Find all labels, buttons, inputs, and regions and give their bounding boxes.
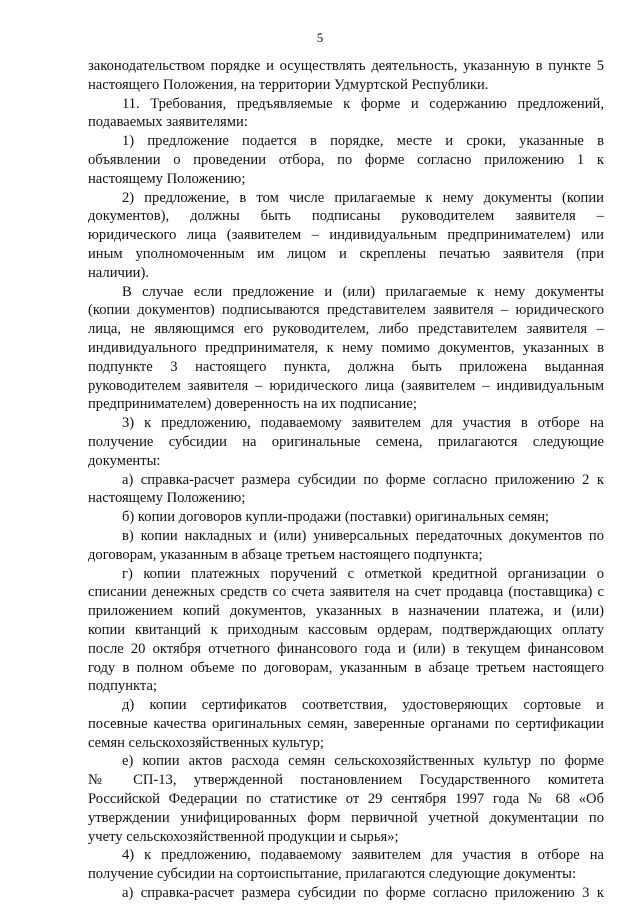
text-line: объявлении о проведении отбора, по форме согласно приложению 1 к <box>88 151 604 168</box>
text-line: году в полном объеме по договорам, указанным в абзаце третьем настоящего <box>88 659 604 676</box>
text-line: е) копии актов расхода семян сельскохозяйственных культур по форме <box>122 753 604 770</box>
text-line: (копии документов) подписываются представителем заявителя – юридического <box>88 302 604 319</box>
text-line: копии квитанций к приходным кассовым ордерам, подтверждающих оплату <box>88 621 604 638</box>
text-line: посевные качества оригинальных семян, заверенные органами по сертификации <box>88 715 604 732</box>
text-line: № СП-13, утвержденной постановлением Государственного комитета <box>88 772 604 789</box>
text-line: получение субсидии на сортоиспытание, прилагаются следующие документы: <box>88 866 577 883</box>
text-line: в) копии накладных и (или) универсальных передаточных документов по <box>122 527 604 544</box>
text-line: утверждении унифицированных форм первичной учетной документации по <box>88 809 604 826</box>
text-line: документы: <box>88 452 161 469</box>
text-line: 11. Требования, предъявляемые к форме и содержанию предложений, <box>122 95 604 112</box>
page-number: 5 <box>316 30 324 45</box>
text-line: г) копии платежных поручений с отметкой кредитной организации о <box>122 565 604 582</box>
text-line: б) копии договоров купли-продажи (поставки) оригинальных семян; <box>122 509 550 526</box>
text-line: индивидуального предпринимателя, к нему помимо документов, указанных в <box>88 339 604 356</box>
text-line: иным уполномоченным им лицом и скреплены печатью заявителя (при <box>88 245 604 262</box>
text-line: В случае если предложение и (или) прилагаемые к нему документы <box>122 283 604 300</box>
text-line: учету сельскохозяйственной продукции и сырья»; <box>88 828 399 845</box>
text-line: получение субсидии на оригинальные семена, прилагаются следующие <box>88 433 604 450</box>
text-line: а) справка-расчет размера субсидии по форме согласно приложению 3 к <box>122 885 604 902</box>
text-line: руководителем заявителя – юридического лица (заявителем – индивидуальным <box>88 377 604 394</box>
text-line: приложением копий документов, указанных в назначении платежа, и (или) <box>88 603 604 620</box>
text-line: 4) к предложению, подаваемому заявителем для участия в отборе на <box>122 847 604 864</box>
text-line: семян сельскохозяйственных культур; <box>88 734 324 751</box>
body-text <box>88 57 604 903</box>
text-line: 2) предложение, в том числе прилагаемые к нему документы (копии <box>122 189 604 206</box>
text-line: подаваемых заявителями: <box>88 114 248 131</box>
text-line: юридического лица (заявителем – индивидуальным предпринимателем) или <box>88 227 604 244</box>
text-line: лица, не являющимся его руководителем, либо представителем заявителя – <box>88 321 604 338</box>
text-line: 3) к предложению, подаваемому заявителем для участия в отборе на <box>122 415 604 432</box>
text-line: д) копии сертификатов соответствия, удостоверяющих сортовые и <box>122 697 604 714</box>
text-line: договорам, указанным в абзаце третьем настоящего подпункта; <box>88 546 483 563</box>
text-line: настоящего Положения, на территории Удмуртской Республики. <box>88 76 489 93</box>
text-line: законодательством порядке и осуществлять деятельность, указанную в пункте 5 <box>88 58 604 74</box>
text-line: настоящему Положению; <box>88 170 246 187</box>
text-line: 1) предложение подается в порядке, месте и сроки, указанные в <box>122 133 604 150</box>
text-line: списании денежных средств со счета заявителя на счет продавца (поставщика) с <box>88 584 604 601</box>
text-line: после 20 октября отчетного финансового года и (или) в текущем финансовом <box>88 640 604 657</box>
text-line: Российской Федерации по статистике от 29 сентября 1997 года № 68 «Об <box>88 791 604 808</box>
text-line: наличии). <box>88 264 149 281</box>
text-line: документов), должны быть подписаны руководителем заявителя – <box>88 208 604 225</box>
text-line: а) справка-расчет размера субсидии по форме согласно приложению 2 к <box>122 471 604 488</box>
text-line: подпункте 3 настоящего пункта, должна быть приложена выданная <box>88 358 604 375</box>
text-line: предпринимателем) доверенность на их подписание; <box>88 396 417 413</box>
text-line: настоящему Положению; <box>88 490 246 507</box>
text-line: подпункта; <box>88 678 158 695</box>
